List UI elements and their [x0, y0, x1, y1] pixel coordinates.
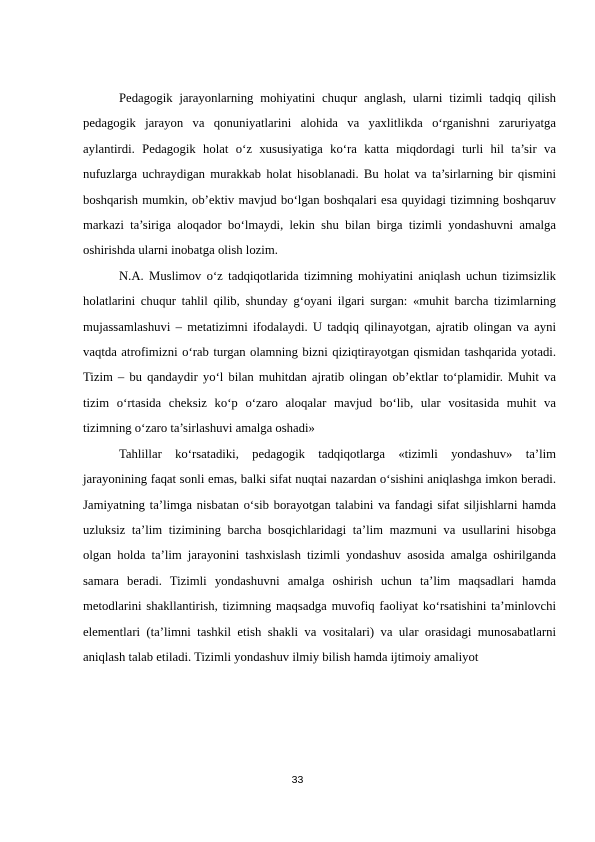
body-text [83, 86, 556, 670]
paragraph: N.A. Muslimov o‘z tadqiqotlarida tizimning mohiyatini aniqlash uchun tizimsizlik holatlarini chuqur tahlil qilib, shunday g‘oyani ilgari surgan: «muhit barcha tizimlarning mujassamlashuvi – metatizimni ifodalaydi. U tadqiq qilinayotgan, ajratib olingan va ayni vaqtda atrofimizni o‘rab turgan olamning bizni qiziqtirayotgan qismidan tashqarida yotadi. Tizim – bu qandaydir yo‘l bilan muhitdan ajratib olingan ob’ektlar to‘plamidir. Muhit va tizim o‘rtasida cheksiz ko‘p o‘zaro aloqalar mavjud bo‘lib, ular vositasida muhit va tizimning o‘zaro ta’sirlashuvi amalga oshadi» [83, 268, 556, 436]
page-number: 33 [291, 774, 304, 786]
paragraph: Pedagogik jarayonlarning mohiyatini chuqur anglash, ularni tizimli tadqiq qilish pedagogik jarayon va qonuniyatlarini alohida va yaxlitlikda o‘rganishni zaruriyatga aylantirdi. Pedagogik holat o‘z xususiyatiga ko‘ra katta miqdordagi turli hil ta’sir va nufuzlarga uchraydigan murakkab holat hisoblanadi. Bu holat va ta’sirlarning bir qismini boshqarish mumkin, ob’ektiv mavjud bo‘lgan boshqalari esa quyidagi tizimning boshqaruv markazi ta’siriga aloqador bo‘lmaydi, lekin shu bilan birga tizimli yondashuvni amalga oshirishda ularni inobatga olish lozim. [83, 91, 556, 258]
paragraph: Tahlillar ko‘rsatadiki, pedagogik tadqiqotlarga «tizimli yondashuv» ta’lim jarayonining faqat sonli emas, balki sifat nuqtai nazardan o‘sishini aniqlashga imkon beradi. Jamiyatning ta’limga nisbatan o‘sib borayotgan talabini va fandagi sifat siljishlarni hamda uzluksiz ta’lim tizimining barcha bosqichlaridagi ta’lim mazmuni va usullarini hisobga olgan holda ta’lim jarayonini tashxislash tizimli yondashuv asosida amalga oshirilganda samara beradi. Tizimli yondashuvni amalga oshirish uchun ta’lim maqsadlari hamda metodlarini shakllantirish, tizimning maqsadga muvofiq faoliyat ko‘rsatishini ta’minlovchi elementlari (ta’limni tashkil etish shakli va vositalari) va ular orasidagi munosabatlarni aniqlash talab etiladi. Tizimli yondashuv ilmiy bilish hamda ijtimoiy amaliyot [83, 446, 556, 664]
